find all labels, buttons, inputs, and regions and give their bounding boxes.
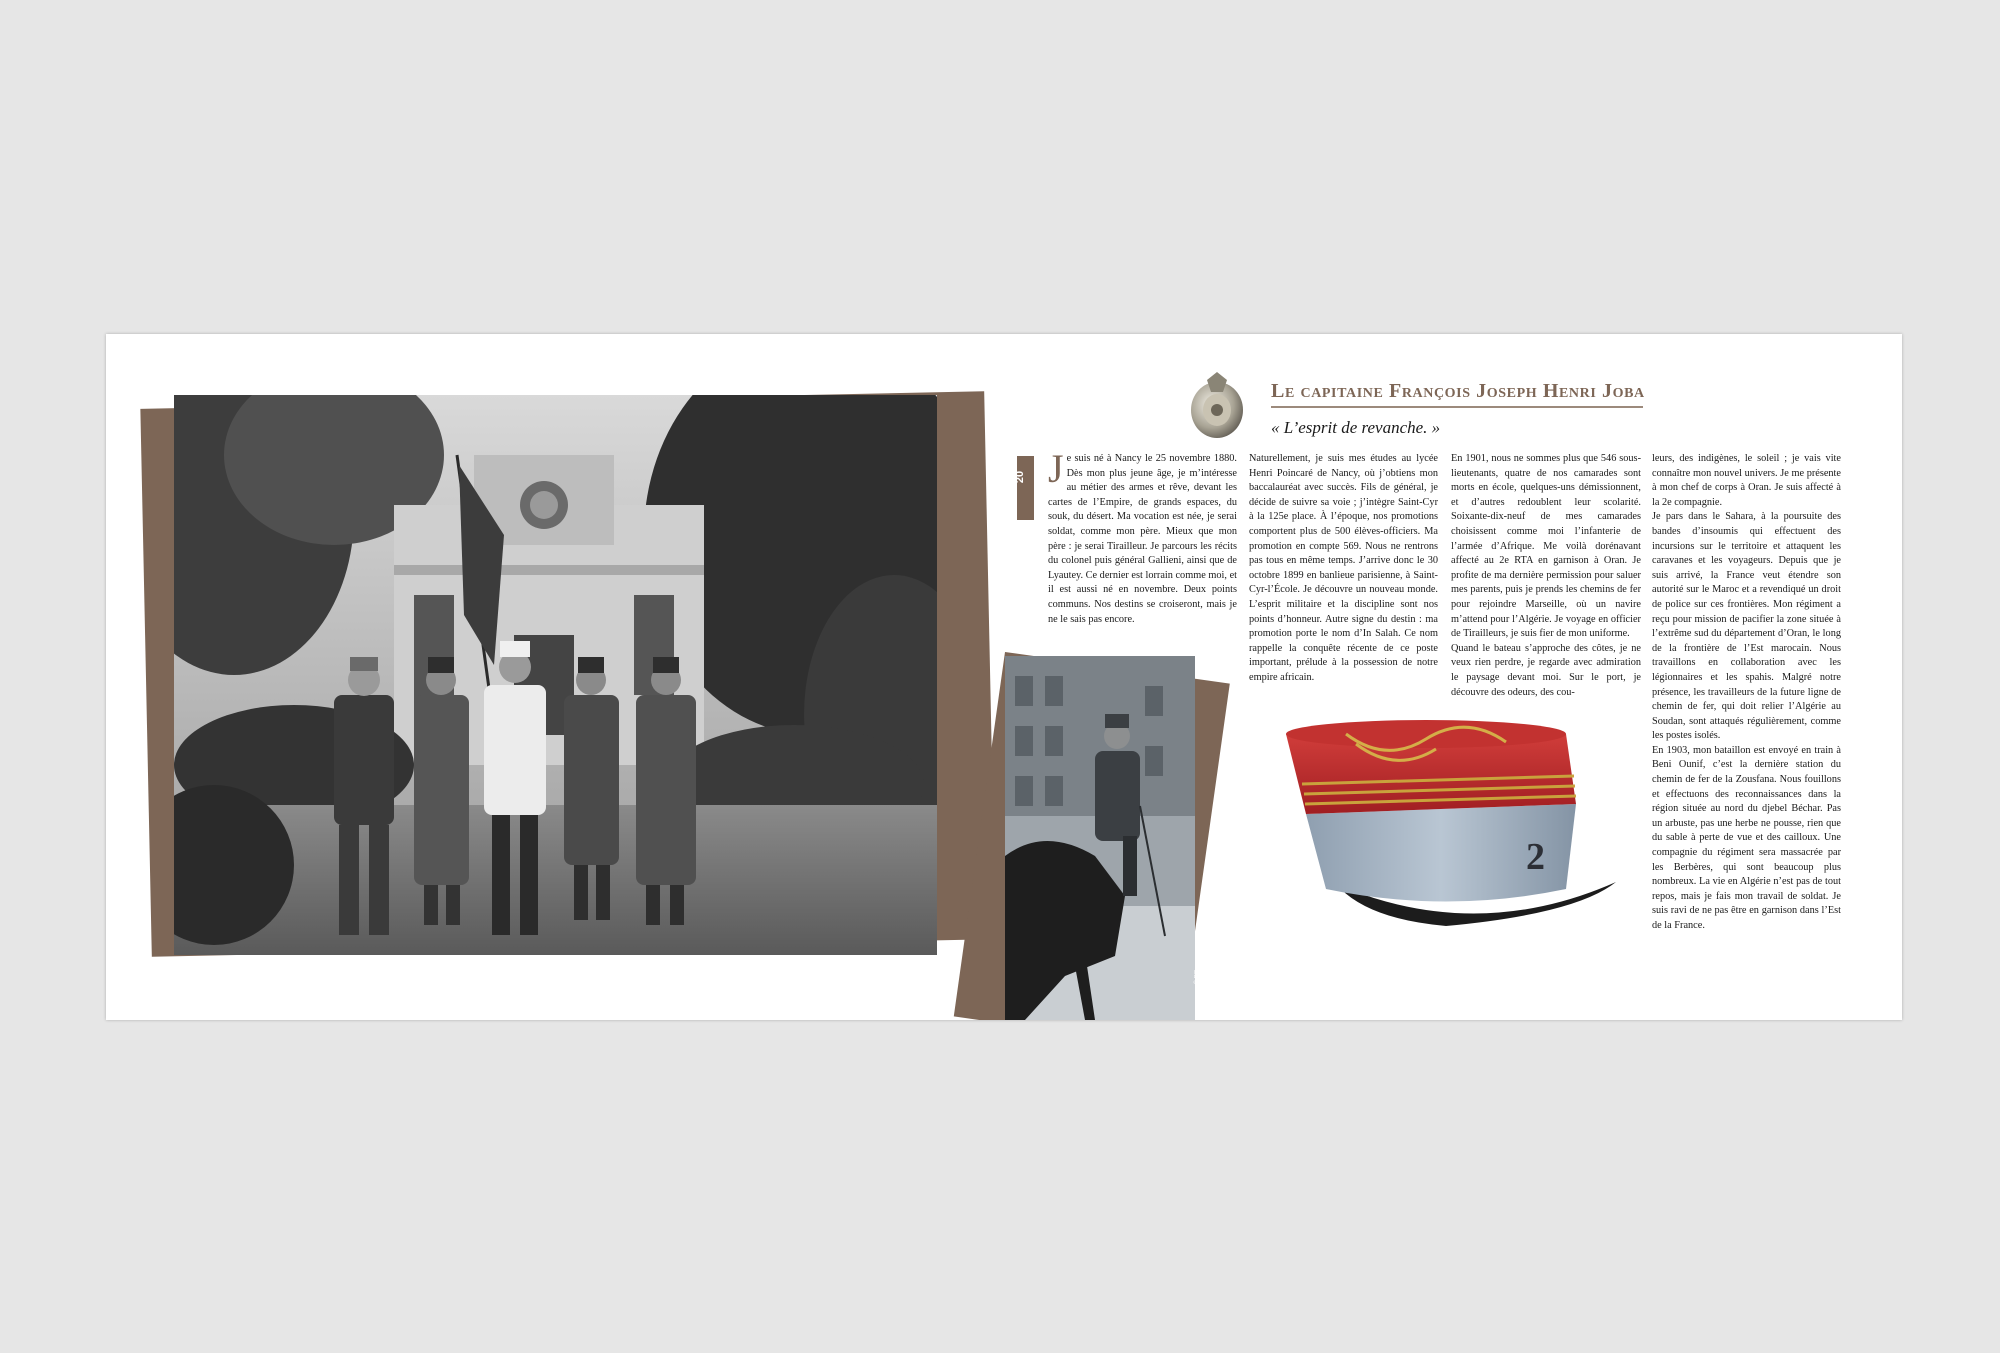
paragraph: Je pars dans le Sahara, à la poursuite des bandes d’insoumis qui effectuent des incursions sur le territoire et attaquent les caravanes et les voyageurs. Depuis que je suis arrivé, la France veut étendre son autorité sur le Maroc et a revendiqué un droit de police sur ces frontières. Mon régiment a reçu pour mission de pacifier la zone située à l’extrême sud du département d’Oran, le long de la frontière de l’Est marocain. Nous travaillons en collaboration avec les légionnaires et les spahis. Malgré notre présence, les travailleurs de la future ligne de chemin de fer, qui doit relier l’Algérie au Soudan, sont attaqués régulièrement, comme les postes isolés.	[1652, 511, 1841, 742]
paragraph: En 1903, mon bataillon est envoyé en train à Beni Ounif, c’est la dernière station du chemin de fer de la Zousfana. Nous fouillons et effectuons des reconnaissances dans la région située au nord du djebel Béchar. Pas un arbuste, pas une herbe ne pousse, rien que du sable à perte de vue et des cailloux. Une compagnie du régiment sera massacrée par les Berbères, qui sont beaucoup plus nombreux. La vie en Algérie n’est pas de tout repos, mais je fais mon travail de soldat. Je suis ravi de ne pas être en garnison dans l’Est de la France.	[1652, 744, 1841, 931]
paragraph: En 1901, nous ne sommes plus que 546 sous-lieutenants, quatre de nos camarades sont morts en école, quelques-uns démissionnent, et d’autres redoublent leur scolarité. Soixante-dix-neuf de mes camarades choisissent comme moi l’infanterie de l’armée d’Afrique. Me voilà dorénavant affecté au 2e RTA en garnison à Oran. Je profite de ma dernière permission pour saluer mes parents, puis je prends les chemins de fer pour rejoindre Marseille, où un navire m’attend pour l’Algérie. Je voyage en officier de Tirailleurs, je suis fier de mon uniforme.	[1451, 453, 1641, 640]
page-number-right: 20	[1014, 470, 1027, 484]
text-column-3	[1451, 452, 1641, 700]
drop-cap: J	[1048, 446, 1064, 491]
book-spread	[106, 334, 1902, 1020]
text-column-4	[1652, 452, 1841, 934]
title-divider	[1271, 406, 1643, 408]
kepi-photo	[1276, 714, 1626, 936]
paragraph: Quand le bateau s’approche des côtes, je ne veux rien perdre, je regarde avec admiration le paysage devant moi. Sur le port, je découvre des odeurs, des cou-	[1451, 642, 1641, 698]
kepi-number: 2	[1526, 836, 1545, 878]
paragraph: Naturellement, je suis mes études au lycée Henri Poincaré de Nancy, où j’obtiens mon baccalauréat avec succès. Fils de général, je décide de suivre sa voie ; j’intègre Saint-Cyr à la 125e place. À l’époque, nos promotions comportent plus de 500 élèves-officiers. Ma promotion en compte 569. Nous ne rentrons pas tous en même temps. J’arrive donc le 30 octobre 1899 en banlieue parisienne, à Saint-Cyr-l’École. Je découvre un nouveau monde. L’esprit militaire et la discipline sont nos points d’honneur. Autre signe du destin : ma promotion porte le nom d’In Salah. Ce nom rappelle la conquête récente de ce poste important, prélude à la possession de notre empire africain.	[1249, 453, 1438, 683]
text-column-2	[1249, 452, 1438, 686]
paragraph: leurs, des indigènes, le soleil ; je vais vite connaître mon nouvel univers. Je me présente à mon chef de corps à Oran. Je suis affecté à la 2e compagnie.	[1652, 453, 1841, 508]
regiment-badge-icon	[1189, 370, 1245, 440]
paragraph: e suis né à Nancy le 25 novembre 1880. Dès mon plus jeune âge, je m’intéresse au métier des armes et rêve, devant les cartes de l’Empire, de grands espaces, du souk, du désert. Ma vocation est née, je serai soldat, comme mon père. Mieux que mon père : je serai Tirailleur. Je parcours les récits du colonel puis général Gallieni, ainsi que de Lyautey. Ce dernier est lorrain comme moi, et il est aussi né en novembre. Deux points communs. Nos destins se croiseront, mais je ne le sais pas encore.	[1048, 453, 1237, 625]
rider-photo	[1005, 656, 1195, 1020]
text-column-1	[1048, 446, 1237, 627]
group-photo	[174, 395, 937, 955]
article-title: Le capitaine François Joseph Henri Joba	[1271, 380, 1645, 402]
page-number-tab	[1017, 456, 1034, 520]
article-subtitle: « L’esprit de revanche. »	[1271, 418, 1441, 437]
photo-credit: © DR	[1194, 969, 1201, 985]
